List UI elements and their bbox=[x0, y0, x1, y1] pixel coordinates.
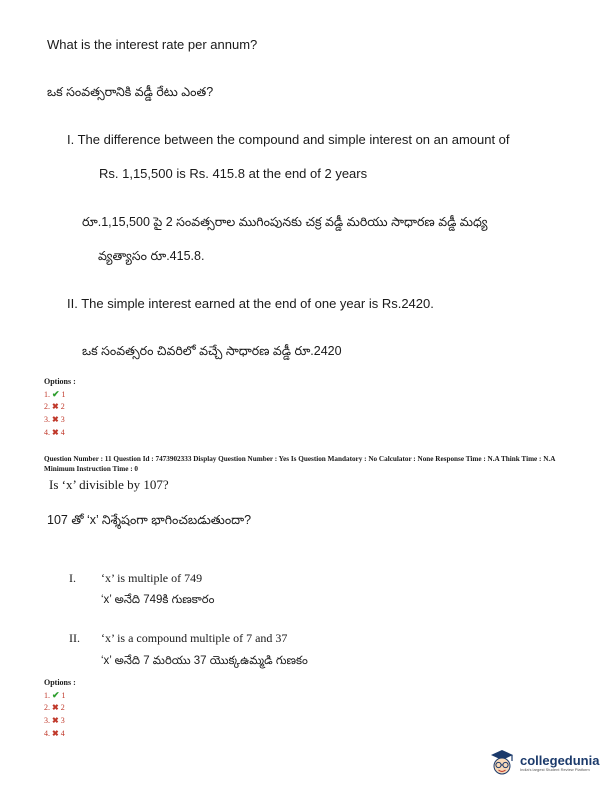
option-number: 4. bbox=[44, 428, 50, 437]
q2-option-2[interactable] bbox=[44, 703, 65, 712]
check-icon: ✔ bbox=[52, 690, 60, 700]
option-label: 1 bbox=[61, 390, 66, 399]
q2-question-te: 107 తో ‘x’ నిశ్శేషంగా భాగించబడుతుందా? bbox=[47, 513, 252, 527]
option-label: 4 bbox=[60, 729, 65, 738]
q2-statement1-en: ‘x’ is multiple of 749 bbox=[101, 571, 203, 585]
cross-icon: ✖ bbox=[52, 716, 59, 725]
cross-icon: ✖ bbox=[52, 402, 59, 411]
option-number: 3. bbox=[44, 415, 50, 424]
q1-statement1-te-line2: వ్యత్యాసం రూ.415.8. bbox=[98, 249, 205, 263]
cross-icon: ✖ bbox=[52, 729, 59, 738]
q2-statement1-num: I. bbox=[69, 571, 76, 585]
q2-options-title: Options : bbox=[44, 678, 76, 687]
cross-icon: ✖ bbox=[52, 415, 59, 424]
q1-statement2-te: ఒక సంవత్సరం చివరిలో వచ్చే సాధారణ వడ్డీ రూ.2420 bbox=[82, 344, 342, 358]
cross-icon: ✖ bbox=[52, 703, 59, 712]
question-meta: Question Number : 11 Question Id : 7473902333 Display Question Number : Yes Is Question Mandatory : No Calculator : None Response Time : N.A Think Time : N.A Minimum Instruction Time : 0 bbox=[44, 455, 556, 473]
option-label: 2 bbox=[60, 402, 65, 411]
q1-option-4[interactable] bbox=[44, 428, 65, 437]
q2-statement1-te: ‘x’ అనేది 749కి గుణకారం bbox=[101, 594, 215, 606]
collegedunia-logo[interactable] bbox=[488, 748, 599, 778]
q2-option-4[interactable] bbox=[44, 729, 65, 738]
q1-question-en: What is the interest rate per annum? bbox=[47, 37, 258, 52]
q1-options-title: Options : bbox=[44, 377, 76, 386]
check-icon: ✔ bbox=[52, 389, 60, 399]
q2-statement2-num: II. bbox=[69, 631, 80, 645]
q1-statement1-line2: Rs. 1,15,500 is Rs. 415.8 at the end of 2 years bbox=[99, 166, 368, 181]
q2-statement2-te: ‘x’ అనేది 7 మరియు 37 యొక్కఉమ్మడి గుణకం bbox=[101, 655, 308, 667]
option-number: 2. bbox=[44, 402, 50, 411]
logo-name: collegedunia bbox=[520, 753, 600, 768]
option-number: 2. bbox=[44, 703, 50, 712]
option-label: 1 bbox=[61, 691, 66, 700]
option-label: 4 bbox=[60, 428, 65, 437]
option-number: 4. bbox=[44, 729, 50, 738]
q1-statement1-line1: I. The difference between the compound and simple interest on an amount of bbox=[67, 132, 510, 147]
option-label: 2 bbox=[60, 703, 65, 712]
q1-option-3[interactable] bbox=[44, 415, 65, 424]
student-mascot-icon bbox=[488, 748, 516, 778]
option-label: 3 bbox=[60, 716, 65, 725]
option-label: 3 bbox=[60, 415, 65, 424]
q2-statement2-en: ‘x’ is a compound multiple of 7 and 37 bbox=[101, 631, 288, 645]
q2-question-en: Is ‘x’ divisible by 107? bbox=[49, 477, 169, 492]
option-number: 3. bbox=[44, 716, 50, 725]
q1-option-1[interactable] bbox=[44, 389, 66, 400]
logo-tagline: India's largest Student Review Platform bbox=[520, 767, 590, 772]
option-number: 1. bbox=[44, 691, 50, 700]
q1-option-2[interactable] bbox=[44, 402, 65, 411]
option-number: 1. bbox=[44, 390, 50, 399]
q1-statement2: II. The simple interest earned at the end of one year is Rs.2420. bbox=[67, 296, 434, 311]
q1-question-te: ఒక సంవత్సరానికి వడ్డీ రేటు ఎంత? bbox=[47, 85, 214, 99]
q2-option-3[interactable] bbox=[44, 716, 65, 725]
cross-icon: ✖ bbox=[52, 428, 59, 437]
q1-statement1-te-line1: రూ.1,15,500 పై 2 సంవత్సరాల ముగింపునకు చక్ర వడ్డీ మరియు సాధారణ వడ్డీ మధ్య bbox=[82, 215, 488, 229]
q2-option-1[interactable] bbox=[44, 690, 66, 701]
